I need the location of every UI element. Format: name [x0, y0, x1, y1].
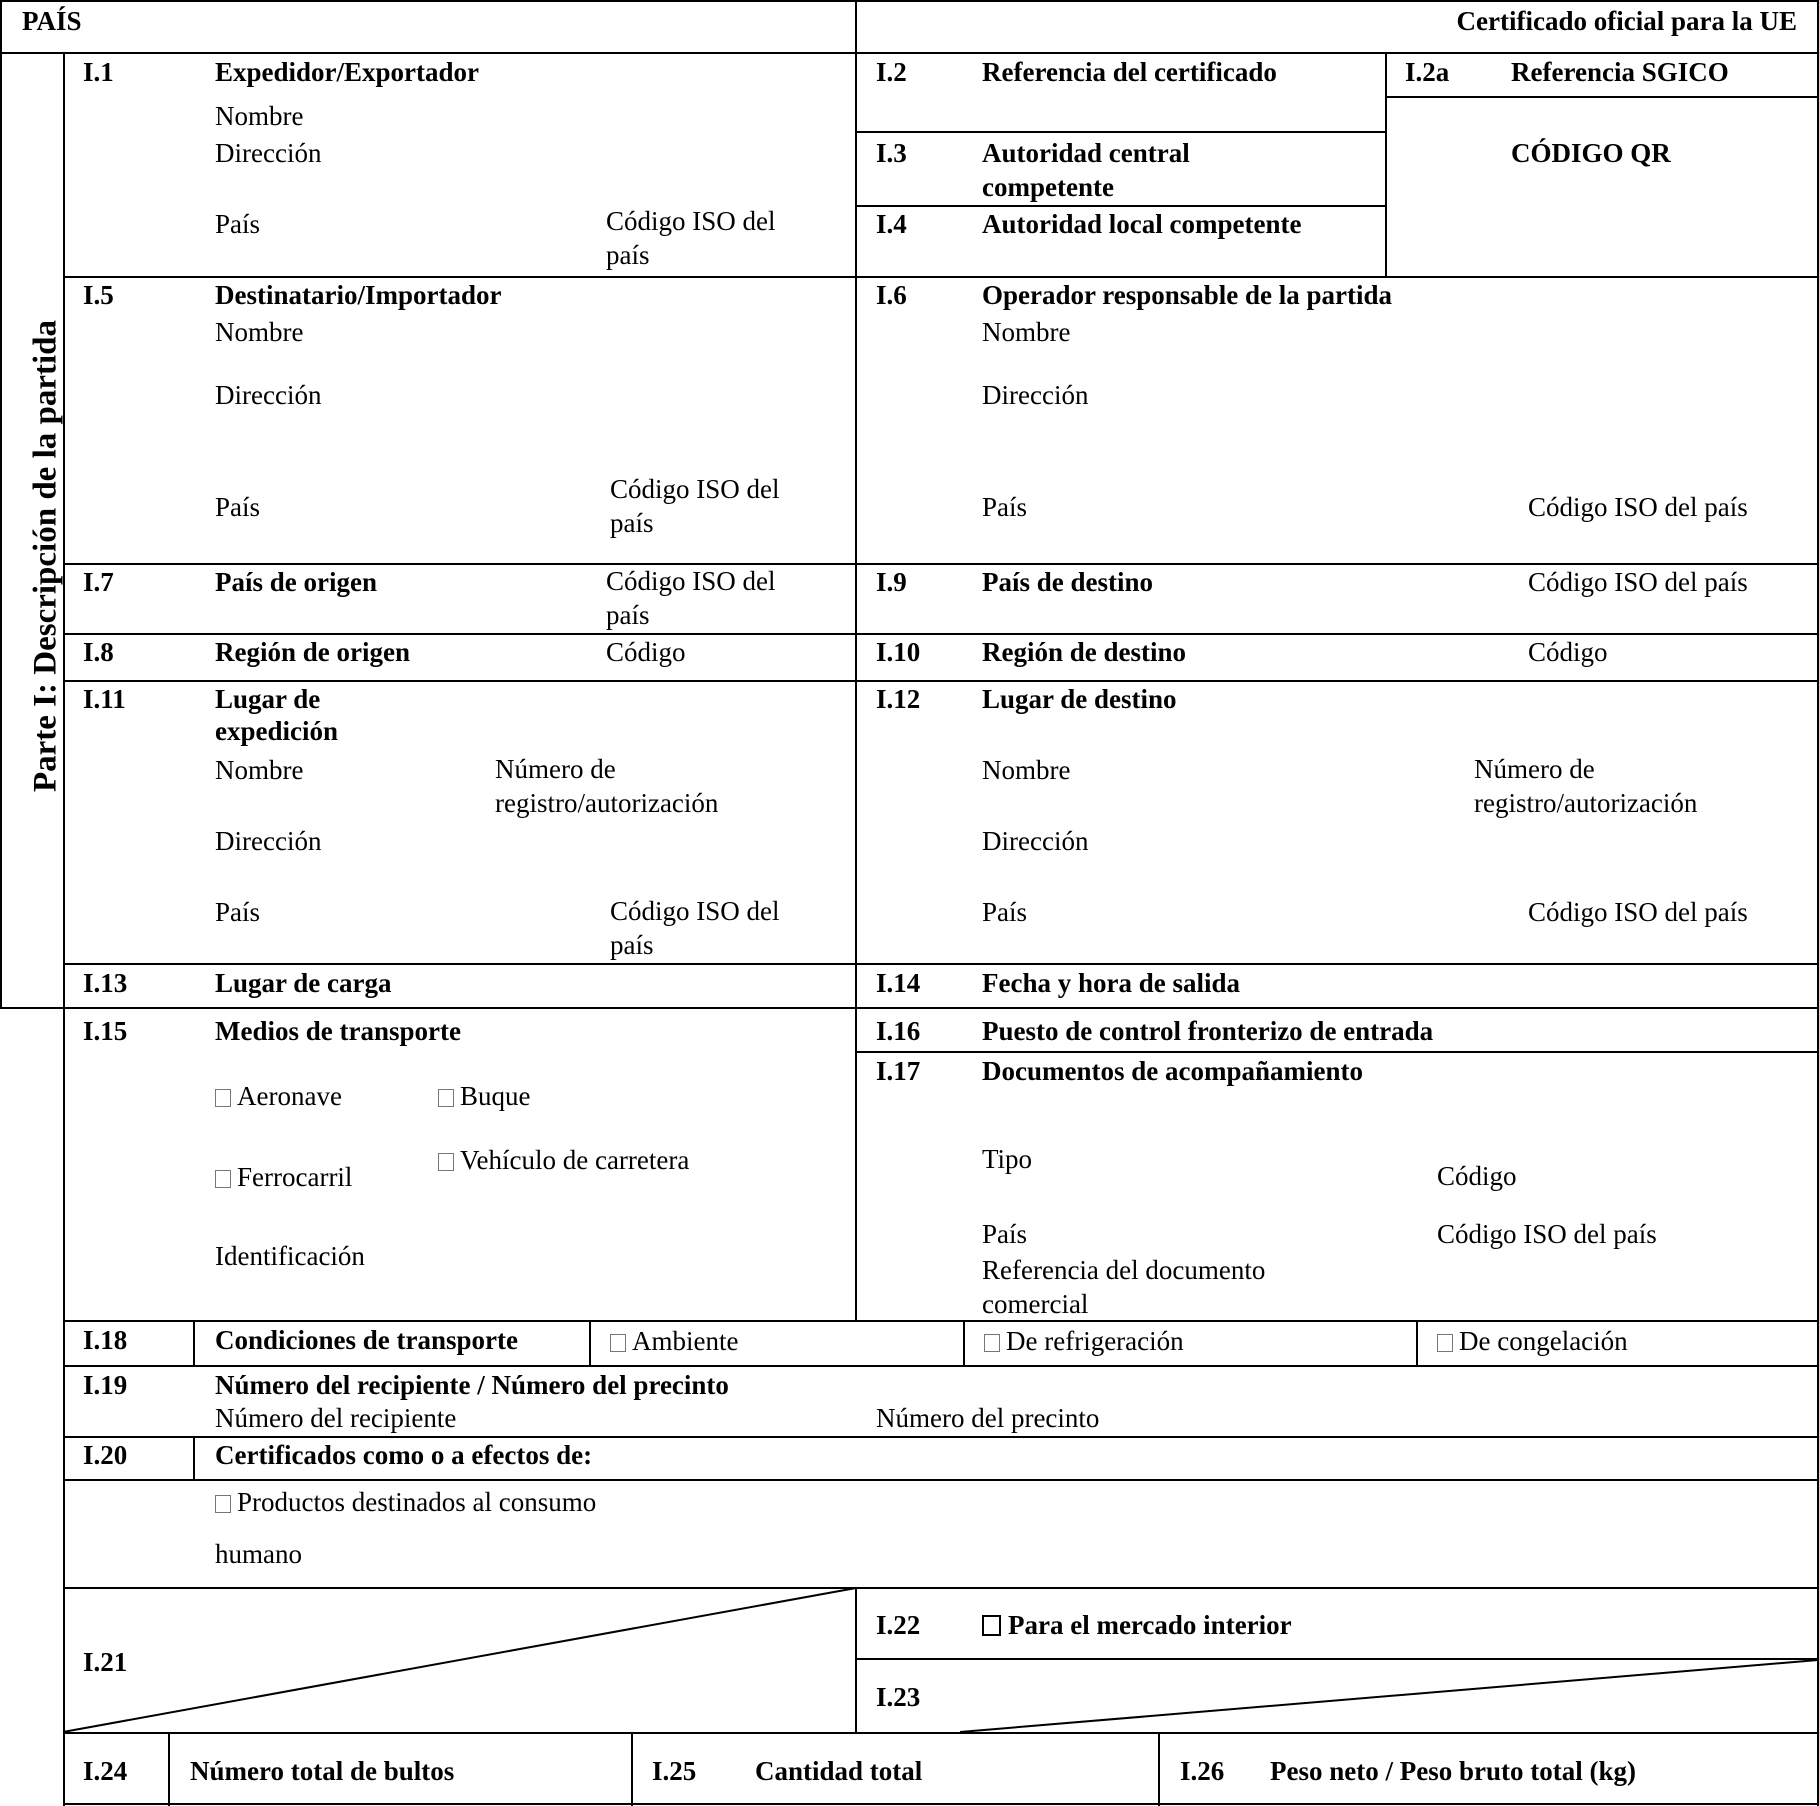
checkbox-icon[interactable] [215, 1170, 231, 1188]
checkbox-icon[interactable] [438, 1153, 454, 1171]
checkbox-icon[interactable] [215, 1495, 231, 1513]
box-title: Lugar de expedición [215, 684, 339, 746]
box-number: I.9 [876, 567, 907, 597]
box-number: I.3 [876, 138, 907, 168]
field-label-code[interactable]: Código [1528, 637, 1608, 667]
box-number: I.21 [83, 1647, 128, 1677]
option-railway[interactable]: Ferrocarril [215, 1163, 352, 1193]
field-label-registration[interactable]: Número de registro/autorización [1474, 754, 1698, 818]
box-title: Certificados como o a efectos de: [215, 1440, 593, 1470]
box-number: I.1 [83, 57, 114, 87]
box-number: I.10 [876, 637, 921, 667]
box-title: Referencia SGICO [1511, 57, 1729, 87]
field-label-type[interactable]: Tipo [982, 1144, 1033, 1174]
box-number: I.19 [83, 1370, 128, 1400]
box-title: País de origen [215, 567, 377, 597]
box-title: Lugar de carga [215, 968, 392, 998]
field-label-address[interactable]: Dirección [982, 826, 1089, 856]
side-label: Parte I: Descripción de la partida [27, 319, 64, 793]
box-title: Referencia del certificado [982, 57, 1277, 87]
box-number: I.16 [876, 1016, 921, 1046]
field-label-iso[interactable]: Código ISO del país [1437, 1219, 1657, 1249]
box-title: Autoridad central competente [982, 138, 1190, 202]
box-title: Medios de transporte [215, 1016, 461, 1046]
box-number: I.2 [876, 57, 907, 87]
box-title: Región de destino [982, 637, 1187, 667]
field-label-code[interactable]: Código [606, 637, 686, 667]
box-title: Autoridad local competente [982, 209, 1302, 239]
box-title: Peso neto / Peso bruto total (kg) [1270, 1756, 1636, 1786]
box-number: I.25 [652, 1756, 697, 1786]
box-number: I.20 [83, 1440, 128, 1470]
box-title: Número total de bultos [190, 1756, 455, 1786]
checkbox-icon[interactable] [984, 1334, 1000, 1352]
option-human-consumption-cont: humano [215, 1539, 302, 1569]
field-label-iso[interactable]: Código ISO del país [1528, 567, 1748, 597]
field-label-country[interactable]: País [215, 209, 261, 239]
box-number: I.13 [83, 968, 128, 998]
box-number: I.15 [83, 1016, 128, 1046]
field-label-country[interactable]: País [215, 492, 261, 522]
field-label-country[interactable]: País [982, 1219, 1028, 1249]
box-title: Cantidad total [755, 1756, 923, 1786]
checkbox-icon[interactable] [982, 1615, 1001, 1636]
checkbox-icon[interactable] [1437, 1334, 1453, 1352]
field-label-name[interactable]: Nombre [982, 755, 1071, 785]
field-label-seal-number[interactable]: Número del precinto [876, 1403, 1100, 1433]
box-title: Región de origen [215, 637, 410, 667]
box-number: I.6 [876, 280, 907, 310]
field-label-iso[interactable]: Código ISO del país [1528, 897, 1748, 927]
field-label-iso[interactable]: Código ISO del país [1528, 492, 1748, 522]
field-label-country[interactable]: País [215, 897, 261, 927]
field-label-country[interactable]: País [982, 897, 1028, 927]
box-title: Puesto de control fronterizo de entrada [982, 1016, 1434, 1046]
checkbox-icon[interactable] [610, 1334, 626, 1352]
checkbox-icon[interactable] [215, 1089, 231, 1107]
field-label-name[interactable]: Nombre [215, 101, 304, 131]
option-aircraft[interactable]: Aeronave [215, 1082, 342, 1112]
qr-code-placeholder: CÓDIGO QR [1511, 138, 1671, 168]
field-label-address[interactable]: Dirección [982, 380, 1089, 410]
checkbox-icon[interactable] [438, 1089, 454, 1107]
box-title: País de destino [982, 567, 1154, 597]
field-label-country[interactable]: País [982, 492, 1028, 522]
field-label-iso[interactable]: Código ISO del país [606, 206, 776, 270]
header-country: PAÍS [22, 6, 82, 36]
field-label-container-number[interactable]: Número del recipiente [215, 1403, 457, 1433]
header-title: Certificado oficial para la UE [1456, 6, 1797, 36]
box-title: Expedidor/Exportador [215, 57, 480, 87]
field-label-registration[interactable]: Número de registro/autorización [495, 754, 719, 818]
box-number: I.2a [1405, 57, 1450, 87]
box-title: Lugar de destino [982, 684, 1177, 714]
field-label-name[interactable]: Nombre [215, 755, 304, 785]
option-internal-market[interactable]: Para el mercado interior [982, 1611, 1292, 1641]
field-label-name[interactable]: Nombre [215, 317, 304, 347]
option-ambient[interactable]: Ambiente [610, 1327, 738, 1357]
box-number: I.7 [83, 567, 114, 597]
field-label-iso[interactable]: Código ISO del país [610, 474, 780, 538]
field-label-name[interactable]: Nombre [982, 317, 1071, 347]
field-label-code[interactable]: Código [1437, 1161, 1517, 1191]
box-number: I.26 [1180, 1756, 1225, 1786]
box-title: Fecha y hora de salida [982, 968, 1241, 998]
field-label-address[interactable]: Dirección [215, 138, 322, 168]
box-title: Destinatario/Importador [215, 280, 502, 310]
box-title: Documentos de acompañamiento [982, 1056, 1363, 1086]
box-number: I.18 [83, 1325, 128, 1355]
option-human-consumption[interactable]: Productos destinados al consumo [215, 1488, 596, 1518]
box-number: I.12 [876, 684, 921, 714]
box-title: Condiciones de transporte [215, 1325, 518, 1355]
option-road-vehicle[interactable]: Vehículo de carretera [438, 1146, 689, 1176]
field-label-iso[interactable]: Código ISO del país [610, 896, 780, 960]
field-label-commercial-doc-ref[interactable]: Referencia del documento comercial [982, 1255, 1266, 1319]
box-number: I.5 [83, 280, 114, 310]
box-number: I.8 [83, 637, 114, 667]
box-title: Operador responsable de la partida [982, 280, 1393, 310]
box-number: I.22 [876, 1610, 921, 1640]
field-label-identification[interactable]: Identificación [215, 1241, 365, 1271]
box-number: I.14 [876, 968, 921, 998]
box-title: Número del recipiente / Número del precinto [215, 1370, 729, 1400]
box-number: I.11 [83, 684, 126, 714]
option-chilled[interactable]: De refrigeración [984, 1327, 1184, 1357]
option-ship[interactable]: Buque [438, 1082, 531, 1112]
field-label-address[interactable]: Dirección [215, 380, 322, 410]
field-label-iso[interactable]: Código ISO del país [606, 566, 776, 630]
option-frozen[interactable]: De congelación [1437, 1327, 1628, 1357]
field-label-address[interactable]: Dirección [215, 826, 322, 856]
box-number: I.4 [876, 209, 907, 239]
box-number: I.23 [876, 1682, 921, 1712]
box-number: I.17 [876, 1056, 921, 1086]
box-number: I.24 [83, 1756, 128, 1786]
